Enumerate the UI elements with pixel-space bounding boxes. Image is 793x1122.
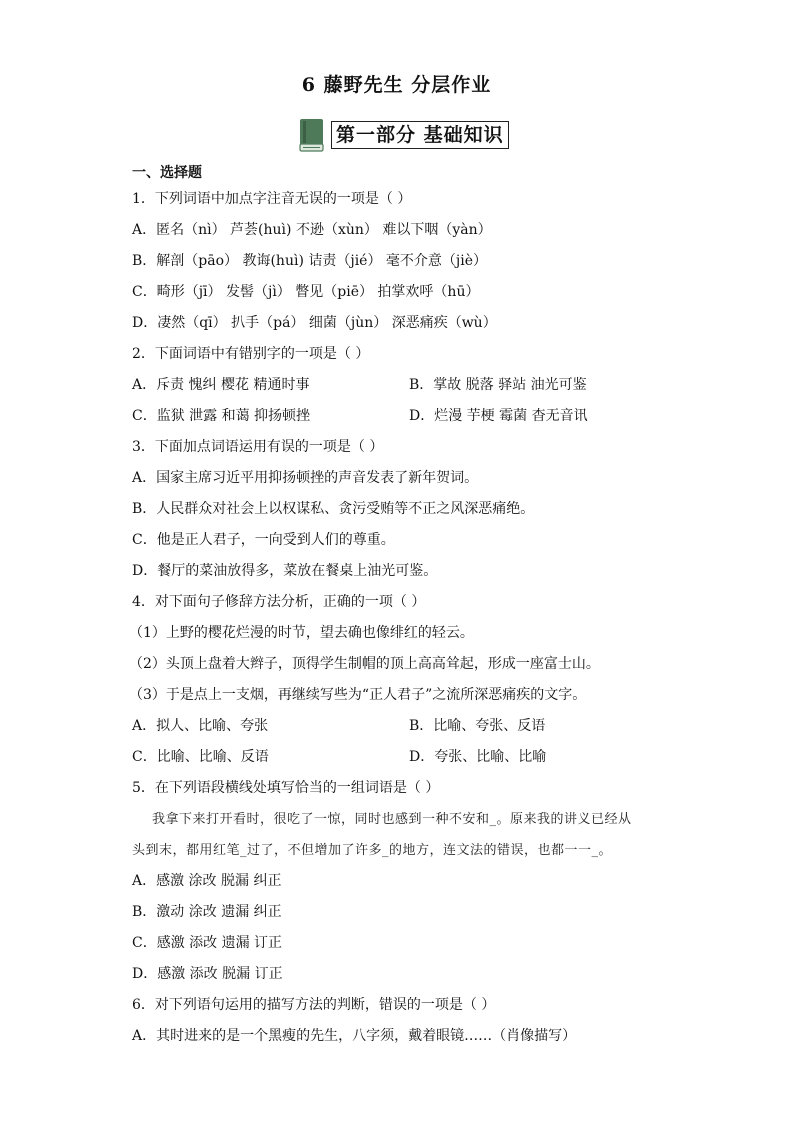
question-5-passage-line-2: 头到末，都用红笔_过了，不但增加了许多_的地方，连文法的错误，也都一一_。 <box>132 843 613 858</box>
question-2-stem: 2．下面词语中有错别字的一项是（ ） <box>132 346 370 362</box>
question-2-options-ab <box>132 370 692 401</box>
question-5-option-b: B．激动 涂改 遗漏 纠正 <box>132 904 282 920</box>
question-2-option-d: D．烂漫 芋梗 霉菌 杳无音讯 <box>409 408 588 424</box>
question-4-option-c: C．比喻、比喻、反语 <box>132 749 269 765</box>
question-3-stem: 3．下面加点词语运用有误的一项是（ ） <box>132 439 384 455</box>
question-2-option-a: A．斥责 愧纠 樱花 精通时事 <box>132 377 310 393</box>
question-list <box>129 158 692 1052</box>
question-4-option-b: B．比喻、夸张、反语 <box>409 718 546 734</box>
page-title: 6 藤野先生 分层作业 <box>301 74 492 96</box>
question-1-option-a: A．匿名（nì） 芦荟(huì) 不逊（xùn） 难以下咽（yàn） <box>132 222 492 238</box>
question-1-option-c: C．畸形（jī） 发髻（jì） 瞥见（piē） 拍掌欢呼（hū） <box>132 284 480 300</box>
section-heading: 一、选择题 <box>132 165 202 181</box>
question-5-passage-line-1: 我拿下来打开看时，很吃了一惊，同时也感到一种不安和_。原来我的讲义已经从 <box>152 812 632 827</box>
question-2-option-c: C．监狱 泄露 和蔼 抑扬顿挫 <box>132 408 311 424</box>
section-title: 第一部分 基础知识 <box>331 121 509 149</box>
question-6-option-a: A．其时进来的是一个黑瘦的先生，八字须，戴着眼镜……（肖像描写） <box>132 1028 577 1044</box>
question-5-option-c: C．感激 添改 遗漏 订正 <box>132 935 283 951</box>
question-2-options-cd <box>132 401 692 432</box>
book-icon <box>298 118 326 152</box>
question-4-option-d: D．夸张、比喻、比喻 <box>409 749 547 765</box>
question-5-stem: 5．在下列语段横线处填写恰当的一组词语是（ ） <box>132 780 440 796</box>
question-3-option-a: A．国家主席习近平用抑扬顿挫的声音发表了新年贺词。 <box>132 470 479 486</box>
question-1-stem: 1．下列词语中加点字注音无误的一项是（ ） <box>132 191 412 207</box>
question-1-option-b: B．解剖（pāo） 教诲(huì) 诘责（jié） 毫不介意（jiè） <box>132 253 488 269</box>
question-3-option-d: D．餐厅的菜油放得多，菜放在餐桌上油光可鉴。 <box>132 563 438 579</box>
question-3-option-b: B．人民群众对社会上以权谋私、贪污受贿等不正之风深恶痛绝。 <box>132 501 535 517</box>
question-6-stem: 6．对下列语句运用的描写方法的判断，错误的一项是（ ） <box>132 997 496 1013</box>
question-2-option-b: B．掌故 脱落 驿站 油光可鉴 <box>409 377 587 393</box>
question-5-option-a: A．感激 涂改 脱漏 纠正 <box>132 873 282 889</box>
question-5-option-d: D．感激 添改 脱漏 订正 <box>132 966 283 982</box>
question-3-option-c: C．他是正人君子，一向受到人们的尊重。 <box>132 532 395 548</box>
question-4-option-a: A．拟人、比喻、夸张 <box>132 718 269 734</box>
question-4-sentence-2: （2）头顶上盘着大辫子，顶得学生制帽的顶上高高耸起，形成一座富士山。 <box>129 656 600 672</box>
section-header <box>298 116 509 154</box>
question-4-options-cd <box>132 742 692 773</box>
question-4-sentence-3: （3）于是点上一支烟，再继续写些为“正人君子”之流所深恶痛疾的文字。 <box>129 687 587 703</box>
question-4-options-ab <box>132 711 692 742</box>
question-4-sentence-1: （1）上野的樱花烂漫的时节，望去确也像绯红的轻云。 <box>129 625 474 641</box>
question-1-option-d: D．凄然（qī） 扒手（pá） 细菌（jùn） 深恶痛疾（wù） <box>132 315 497 331</box>
question-4-stem: 4．对下面句子修辞方法分析，正确的一项（ ） <box>132 594 426 610</box>
